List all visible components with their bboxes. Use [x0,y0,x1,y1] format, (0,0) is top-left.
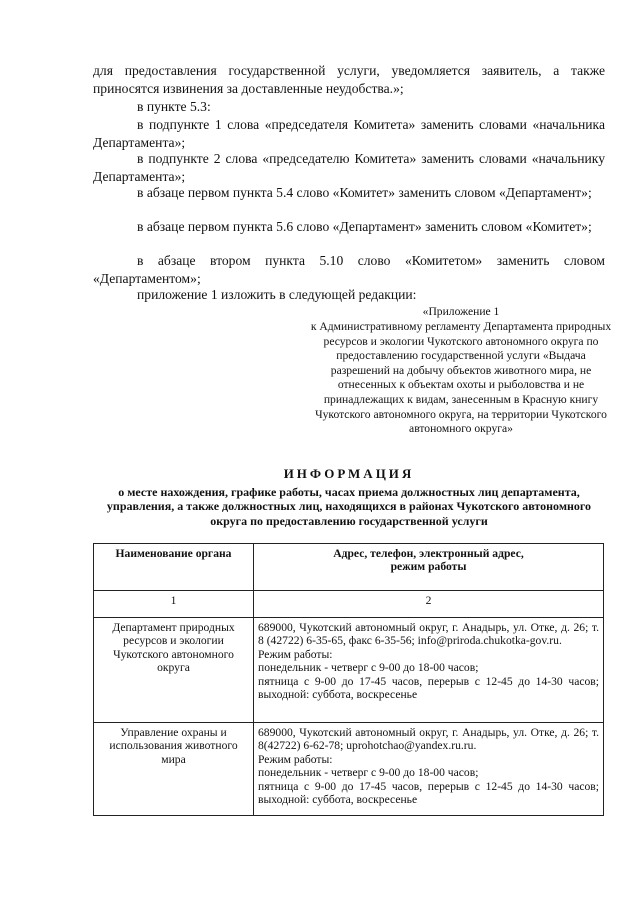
table-header-row [94,544,604,591]
row-organ: Департамент природных ресурсов и экологии Чукотского автономного округа [94,618,254,723]
paragraph-item-5-6: в абзаце первом пункта 5.6 слово «Департамент» заменить словом «Комитет»; [137,219,592,234]
appendix-heading: «Приложение 1 [422,305,500,318]
header-organ: Наименование органа [94,544,254,591]
paragraph-continuation: для предоставления государственной услуги, уведомляется заявитель, а также приносятся извинения за доставленные неудобства.»; [93,63,605,96]
column-number-2: 2 [254,591,604,618]
table-row [94,723,604,816]
paragraph-subitem-1: в подпункте 1 слова «председателя Комитета» заменить словами «начальника Департамента»; [93,117,605,150]
table-number-row [94,591,604,618]
row-schedule-weekdays: понедельник - четверг с 9-00 до 18-00 часов; [258,766,479,780]
table-row [94,618,604,723]
info-table [93,543,604,816]
paragraph-item-5-10: в абзаце втором пункта 5.10 слово «Комитетом» заменить словом «Департаментом»; [93,253,605,286]
row-schedule-friday: пятница с 9-00 до 17-45 часов, перерыв с 12-45 до 14-30 часов; выходной: суббота, воскресенье [258,674,599,702]
header-address-text: Адрес, телефон, электронный адрес, режим работы [333,547,524,574]
info-subtitle: о месте нахождения, графике работы, часах приема должностных лиц департамента, управления, а также должностных лиц, находящихся в районах Чукотского автономного округа по предоставлению государственной услуги [106,485,592,528]
row-address-cell [254,618,604,723]
row-schedule-weekdays: понедельник - четверг с 9-00 до 18-00 часов; [258,661,479,675]
row-mode-label: Режим работы: [258,752,333,766]
header-address [254,544,604,591]
row-schedule-friday: пятница с 9-00 до 17-45 часов, перерыв с 12-45 до 14-30 часов; выходной: суббота, воскресенье [258,779,599,807]
column-number-1: 1 [94,591,254,618]
row-mode-label: Режим работы: [258,647,333,661]
row-organ: Управление охраны и использования животного мира [94,723,254,816]
appendix-reference: к Административному регламенту Департамента природных ресурсов и экологии Чукотского автономного округа по предоставлению государственной услуги «Выдача разрешений на добычу объектов животного мира, не отнесенных к объектам охоты и рыболовства и не принадлежащих к видам, занесенным в Красную книгу Чукотского автономного округа, на территории Чукотского автономного округа» [310,320,612,436]
paragraph-appendix-instruction: приложение 1 изложить в следующей редакции: [137,287,417,302]
paragraph-subitem-2: в подпункте 2 слова «председателю Комитета» заменить словами «начальнику Департамента»; [93,151,605,184]
paragraph-item-5-3: в пункте 5.3: [137,99,211,114]
paragraph-item-5-4: в абзаце первом пункта 5.4 слово «Комитет» заменить словом «Департамент»; [137,185,592,200]
row-address: 689000, Чукотский автономный округ, г. Анадырь, ул. Отке, д. 26; т. 8 (42722) 6-35-65, факс 6-35-56; info@priroda.chukotka-gov.ru. [258,621,599,648]
info-title: ИНФОРМАЦИЯ [283,466,415,481]
row-address-cell [254,723,604,816]
row-address: 689000, Чукотский автономный округ, г. Анадырь, ул. Отке, д. 26; т. 8(42722) 6-62-78; uprohotchao@yandex.ru.ru. [258,726,599,753]
